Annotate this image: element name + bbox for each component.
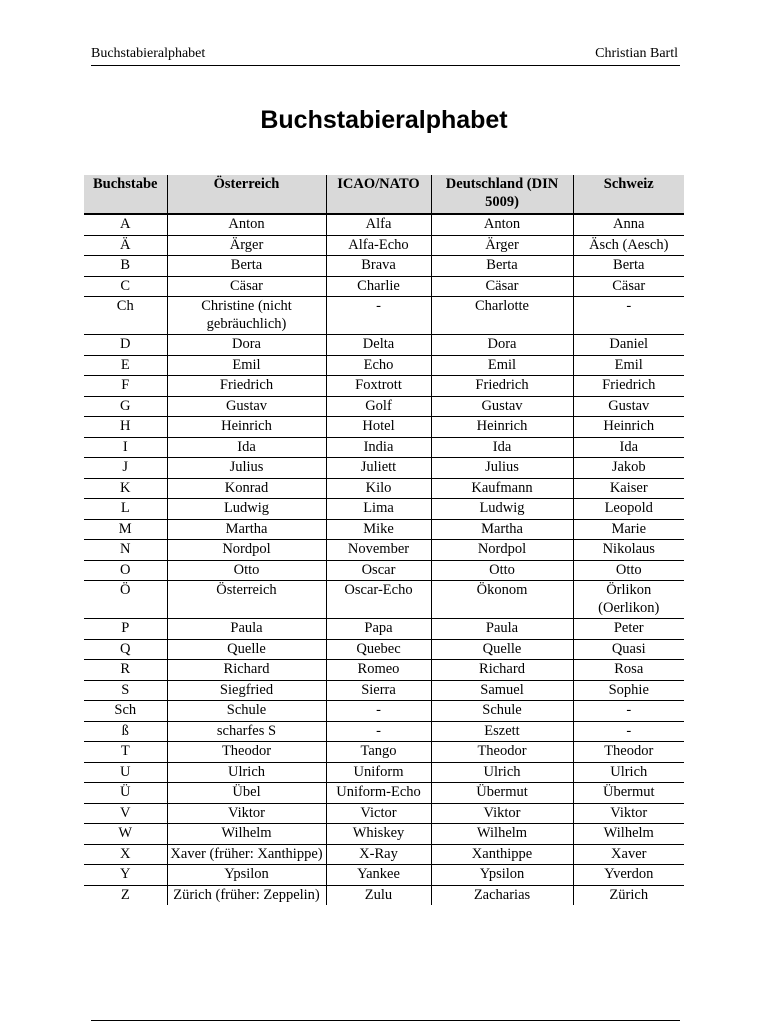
cell-switzerland: Yverdon [573,865,684,886]
cell-letter: P [84,619,167,640]
cell-icao-nato: India [326,437,431,458]
cell-germany: Friedrich [431,376,573,397]
cell-germany: Viktor [431,803,573,824]
cell-letter: Ä [84,235,167,256]
cell-icao-nato: Romeo [326,660,431,681]
cell-austria: Gustav [167,396,326,417]
cell-switzerland: Jakob [573,458,684,479]
table-row [84,742,684,763]
cell-switzerland: Viktor [573,803,684,824]
column-header-switzerland: Schweiz [573,175,684,214]
cell-germany: Ypsilon [431,865,573,886]
cell-switzerland: Daniel [573,335,684,356]
cell-austria: Konrad [167,478,326,499]
cell-icao-nato: Juliett [326,458,431,479]
cell-letter: W [84,824,167,845]
header-author: Christian Bartl [595,46,678,61]
table-row [84,256,684,277]
cell-austria: Ludwig [167,499,326,520]
column-header-letter: Buchstabe [84,175,167,214]
cell-germany: Xanthippe [431,844,573,865]
cell-icao-nato: Delta [326,335,431,356]
table-row [84,619,684,640]
cell-letter: B [84,256,167,277]
table-header-row [84,175,684,214]
cell-austria: Viktor [167,803,326,824]
cell-letter: I [84,437,167,458]
table-row [84,865,684,886]
table-row [84,540,684,561]
cell-icao-nato: Hotel [326,417,431,438]
cell-letter: Sch [84,701,167,722]
cell-austria: Übel [167,783,326,804]
cell-austria: Theodor [167,742,326,763]
cell-germany: Zacharias [431,885,573,905]
cell-austria: Xaver (früher: Xanthippe) [167,844,326,865]
header-document-title: Buchstabieralphabet [91,46,206,61]
cell-switzerland: Nikolaus [573,540,684,561]
cell-germany: Wilhelm [431,824,573,845]
table-row [84,519,684,540]
cell-icao-nato: Charlie [326,276,431,297]
cell-icao-nato: Kilo [326,478,431,499]
table-body [84,214,684,905]
cell-austria: Friedrich [167,376,326,397]
cell-letter: U [84,762,167,783]
cell-letter: S [84,680,167,701]
cell-icao-nato: Papa [326,619,431,640]
table-row [84,783,684,804]
cell-icao-nato: Quebec [326,639,431,660]
cell-switzerland: Anna [573,214,684,235]
cell-letter: E [84,355,167,376]
cell-austria: Otto [167,560,326,581]
table-row [84,844,684,865]
cell-austria: Julius [167,458,326,479]
cell-germany: Ludwig [431,499,573,520]
cell-switzerland: Leopold [573,499,684,520]
cell-icao-nato: Brava [326,256,431,277]
column-header-icao-nato: ICAO/NATO [326,175,431,214]
cell-letter: O [84,560,167,581]
cell-austria: Emil [167,355,326,376]
table-row [84,701,684,722]
cell-icao-nato: Victor [326,803,431,824]
table-row [84,680,684,701]
table-row [84,335,684,356]
cell-letter: V [84,803,167,824]
cell-switzerland: Theodor [573,742,684,763]
cell-austria: Siegfried [167,680,326,701]
cell-icao-nato: - [326,701,431,722]
cell-letter: C [84,276,167,297]
cell-switzerland: - [573,701,684,722]
cell-germany: Eszett [431,721,573,742]
cell-germany: Martha [431,519,573,540]
cell-austria: Nordpol [167,540,326,561]
table-row [84,355,684,376]
table-row [84,276,684,297]
cell-switzerland: Friedrich [573,376,684,397]
cell-switzerland: Ulrich [573,762,684,783]
cell-austria: Anton [167,214,326,235]
cell-letter: K [84,478,167,499]
cell-germany: Ida [431,437,573,458]
cell-icao-nato: Zulu [326,885,431,905]
table-row [84,458,684,479]
cell-switzerland: Heinrich [573,417,684,438]
cell-austria: Berta [167,256,326,277]
cell-letter: N [84,540,167,561]
table-row [84,214,684,235]
cell-letter: X [84,844,167,865]
cell-switzerland: Cäsar [573,276,684,297]
table-row [84,417,684,438]
cell-icao-nato: Uniform [326,762,431,783]
cell-germany: Samuel [431,680,573,701]
cell-icao-nato: November [326,540,431,561]
cell-switzerland: Marie [573,519,684,540]
cell-germany: Theodor [431,742,573,763]
cell-austria: Österreich [167,581,326,619]
cell-germany: Ärger [431,235,573,256]
cell-austria: Christine (nicht gebräuchlich) [167,297,326,335]
table-row [84,581,684,619]
cell-germany: Ulrich [431,762,573,783]
cell-letter: Ch [84,297,167,335]
page-header [91,44,680,66]
cell-letter: H [84,417,167,438]
cell-germany: Kaufmann [431,478,573,499]
cell-icao-nato: Mike [326,519,431,540]
table-row [84,660,684,681]
cell-icao-nato: Whiskey [326,824,431,845]
cell-austria: scharfes S [167,721,326,742]
cell-icao-nato: Foxtrott [326,376,431,397]
table-row [84,297,684,335]
cell-germany: Nordpol [431,540,573,561]
table-row [84,560,684,581]
cell-germany: Julius [431,458,573,479]
cell-letter: ß [84,721,167,742]
cell-austria: Heinrich [167,417,326,438]
cell-germany: Schule [431,701,573,722]
cell-switzerland: Zürich [573,885,684,905]
cell-austria: Cäsar [167,276,326,297]
cell-austria: Ärger [167,235,326,256]
cell-germany: Richard [431,660,573,681]
cell-germany: Heinrich [431,417,573,438]
cell-letter: Q [84,639,167,660]
cell-letter: F [84,376,167,397]
cell-switzerland: Quasi [573,639,684,660]
cell-switzerland: Sophie [573,680,684,701]
table-row [84,639,684,660]
cell-icao-nato: Sierra [326,680,431,701]
cell-icao-nato: Alfa [326,214,431,235]
cell-austria: Quelle [167,639,326,660]
cell-icao-nato: Oscar-Echo [326,581,431,619]
cell-germany: Berta [431,256,573,277]
cell-germany: Otto [431,560,573,581]
cell-germany: Gustav [431,396,573,417]
cell-letter: A [84,214,167,235]
cell-switzerland: Übermut [573,783,684,804]
cell-switzerland: Rosa [573,660,684,681]
cell-switzerland: Peter [573,619,684,640]
cell-letter: J [84,458,167,479]
table-header [84,175,684,214]
cell-icao-nato: Echo [326,355,431,376]
table-row [84,437,684,458]
cell-austria: Ida [167,437,326,458]
cell-letter: R [84,660,167,681]
cell-germany: Ökonom [431,581,573,619]
table-row [84,762,684,783]
cell-icao-nato: - [326,721,431,742]
cell-germany: Charlotte [431,297,573,335]
cell-letter: D [84,335,167,356]
cell-germany: Übermut [431,783,573,804]
cell-germany: Paula [431,619,573,640]
cell-austria: Wilhelm [167,824,326,845]
cell-letter: G [84,396,167,417]
spelling-alphabet-table [84,175,684,905]
cell-germany: Anton [431,214,573,235]
table-row [84,376,684,397]
cell-switzerland: Otto [573,560,684,581]
table-row [84,824,684,845]
table-row [84,478,684,499]
cell-letter: T [84,742,167,763]
cell-germany: Quelle [431,639,573,660]
cell-letter: M [84,519,167,540]
cell-switzerland: - [573,721,684,742]
cell-switzerland: Örlikon (Oerlikon) [573,581,684,619]
cell-letter: Ü [84,783,167,804]
cell-austria: Dora [167,335,326,356]
cell-austria: Richard [167,660,326,681]
cell-letter: Ö [84,581,167,619]
cell-icao-nato: - [326,297,431,335]
footer-rule [91,1020,680,1021]
cell-austria: Martha [167,519,326,540]
cell-icao-nato: Uniform-Echo [326,783,431,804]
table-row [84,235,684,256]
cell-switzerland: Äsch (Aesch) [573,235,684,256]
cell-switzerland: - [573,297,684,335]
cell-austria: Schule [167,701,326,722]
cell-icao-nato: Lima [326,499,431,520]
cell-germany: Cäsar [431,276,573,297]
cell-switzerland: Berta [573,256,684,277]
cell-switzerland: Ida [573,437,684,458]
table-row [84,499,684,520]
cell-icao-nato: Oscar [326,560,431,581]
cell-austria: Zürich (früher: Zeppelin) [167,885,326,905]
cell-icao-nato: Tango [326,742,431,763]
cell-switzerland: Xaver [573,844,684,865]
cell-germany: Emil [431,355,573,376]
document-title: Buchstabieralphabet [260,106,508,134]
table-row [84,885,684,905]
cell-letter: L [84,499,167,520]
cell-icao-nato: X-Ray [326,844,431,865]
cell-letter: Y [84,865,167,886]
cell-austria: Ypsilon [167,865,326,886]
cell-letter: Z [120,886,130,903]
cell-austria: Paula [167,619,326,640]
cell-germany: Dora [431,335,573,356]
cell-switzerland: Kaiser [573,478,684,499]
table-row [84,803,684,824]
table-row [84,721,684,742]
cell-switzerland: Wilhelm [573,824,684,845]
column-header-austria: Österreich [167,175,326,214]
table-row [84,396,684,417]
column-header-germany: Deutschland (DIN 5009) [431,175,573,214]
cell-icao-nato: Yankee [326,865,431,886]
cell-switzerland: Gustav [573,396,684,417]
cell-austria: Ulrich [167,762,326,783]
cell-icao-nato: Alfa-Echo [326,235,431,256]
cell-icao-nato: Golf [326,396,431,417]
cell-switzerland: Emil [573,355,684,376]
